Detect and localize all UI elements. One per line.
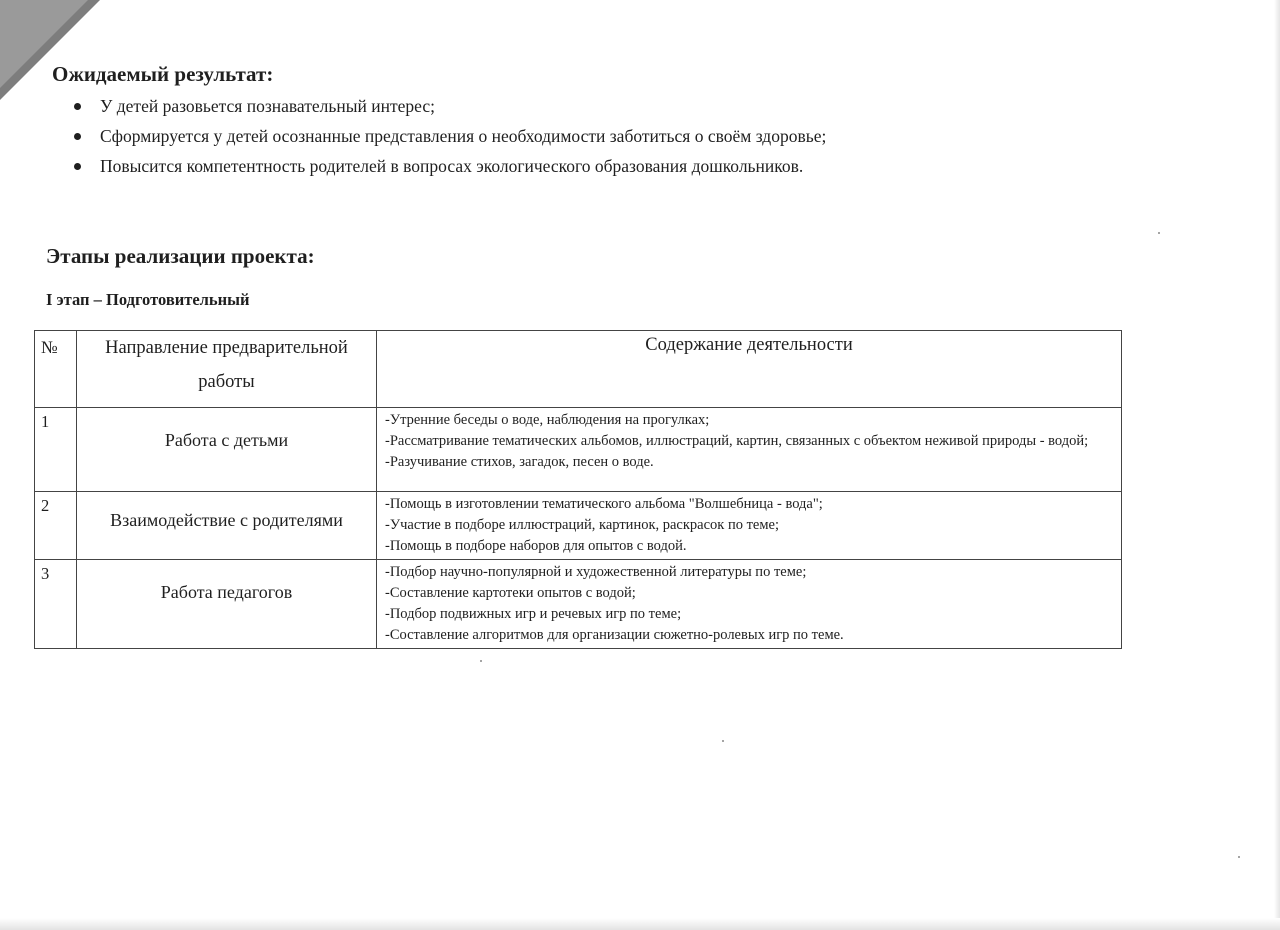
table-row	[35, 492, 1122, 560]
list-item	[72, 122, 826, 152]
row-content	[377, 408, 1122, 492]
scan-speck	[722, 740, 724, 742]
scan-speck	[480, 660, 482, 662]
expected-result-list	[72, 92, 826, 182]
stages-title: Этапы реализации проекта:	[46, 244, 315, 268]
list-item	[72, 152, 826, 182]
row-num: 2	[35, 492, 77, 560]
table-row	[35, 560, 1122, 649]
header-content: Содержание деятельности	[377, 331, 1122, 408]
row-num: 1	[35, 408, 77, 492]
content-line: -Помощь в подборе наборов для опытов с водой.	[385, 538, 687, 554]
row-direction: Работа педагогов	[77, 560, 377, 649]
content-line: -Подбор научно-популярной и художественной литературы по теме;	[385, 564, 807, 580]
list-item	[72, 92, 826, 122]
scan-speck	[1238, 856, 1240, 858]
table-header-row	[35, 331, 1122, 408]
content-line: -Участие в подборе иллюстраций, картинок, раскрасок по теме;	[385, 517, 779, 533]
header-direction: Направление предварительной работы	[77, 331, 377, 408]
content-line: -Составление алгоритмов для организации сюжетно-ролевых игр по теме.	[385, 627, 844, 643]
scan-speck	[1158, 232, 1160, 234]
bullet-icon	[74, 133, 81, 140]
row-num: 3	[35, 560, 77, 649]
row-direction: Работа с детьми	[77, 408, 377, 492]
content-line: -Подбор подвижных игр и речевых игр по теме;	[385, 606, 682, 622]
content-line: -Утренние беседы о воде, наблюдения на прогулках;	[385, 412, 710, 428]
expected-result-title: Ожидаемый результат:	[52, 62, 274, 86]
list-item-text: Сформируется у детей осознанные представления о необходимости заботиться о своём здоровье;	[100, 126, 827, 146]
content-line: -Составление картотеки опытов с водой;	[385, 585, 636, 601]
list-item-text: Повысится компетентность родителей в вопросах экологического образования дошкольников.	[100, 156, 804, 176]
row-content	[377, 560, 1122, 649]
content-line: -Разучивание стихов, загадок, песен о воде.	[385, 454, 654, 470]
stage-1-title: I этап – Подготовительный	[46, 290, 250, 309]
page-right-edge	[1274, 0, 1280, 930]
header-num: №	[35, 331, 77, 408]
row-content	[377, 492, 1122, 560]
bullet-icon	[74, 103, 81, 110]
row-direction: Взаимодействие с родителями	[77, 492, 377, 560]
page-bottom-edge	[0, 918, 1280, 930]
list-item-text: У детей разовьется познавательный интерес;	[100, 96, 435, 116]
table-row	[35, 408, 1122, 492]
content-line: -Помощь в изготовлении тематического альбома "Волшебница - вода";	[385, 496, 823, 512]
bullet-icon	[74, 163, 81, 170]
content-line: -Рассматривание тематических альбомов, иллюстраций, картин, связанных с объектом неживой природы - водой;	[385, 433, 1089, 449]
stage-table	[34, 330, 1122, 649]
